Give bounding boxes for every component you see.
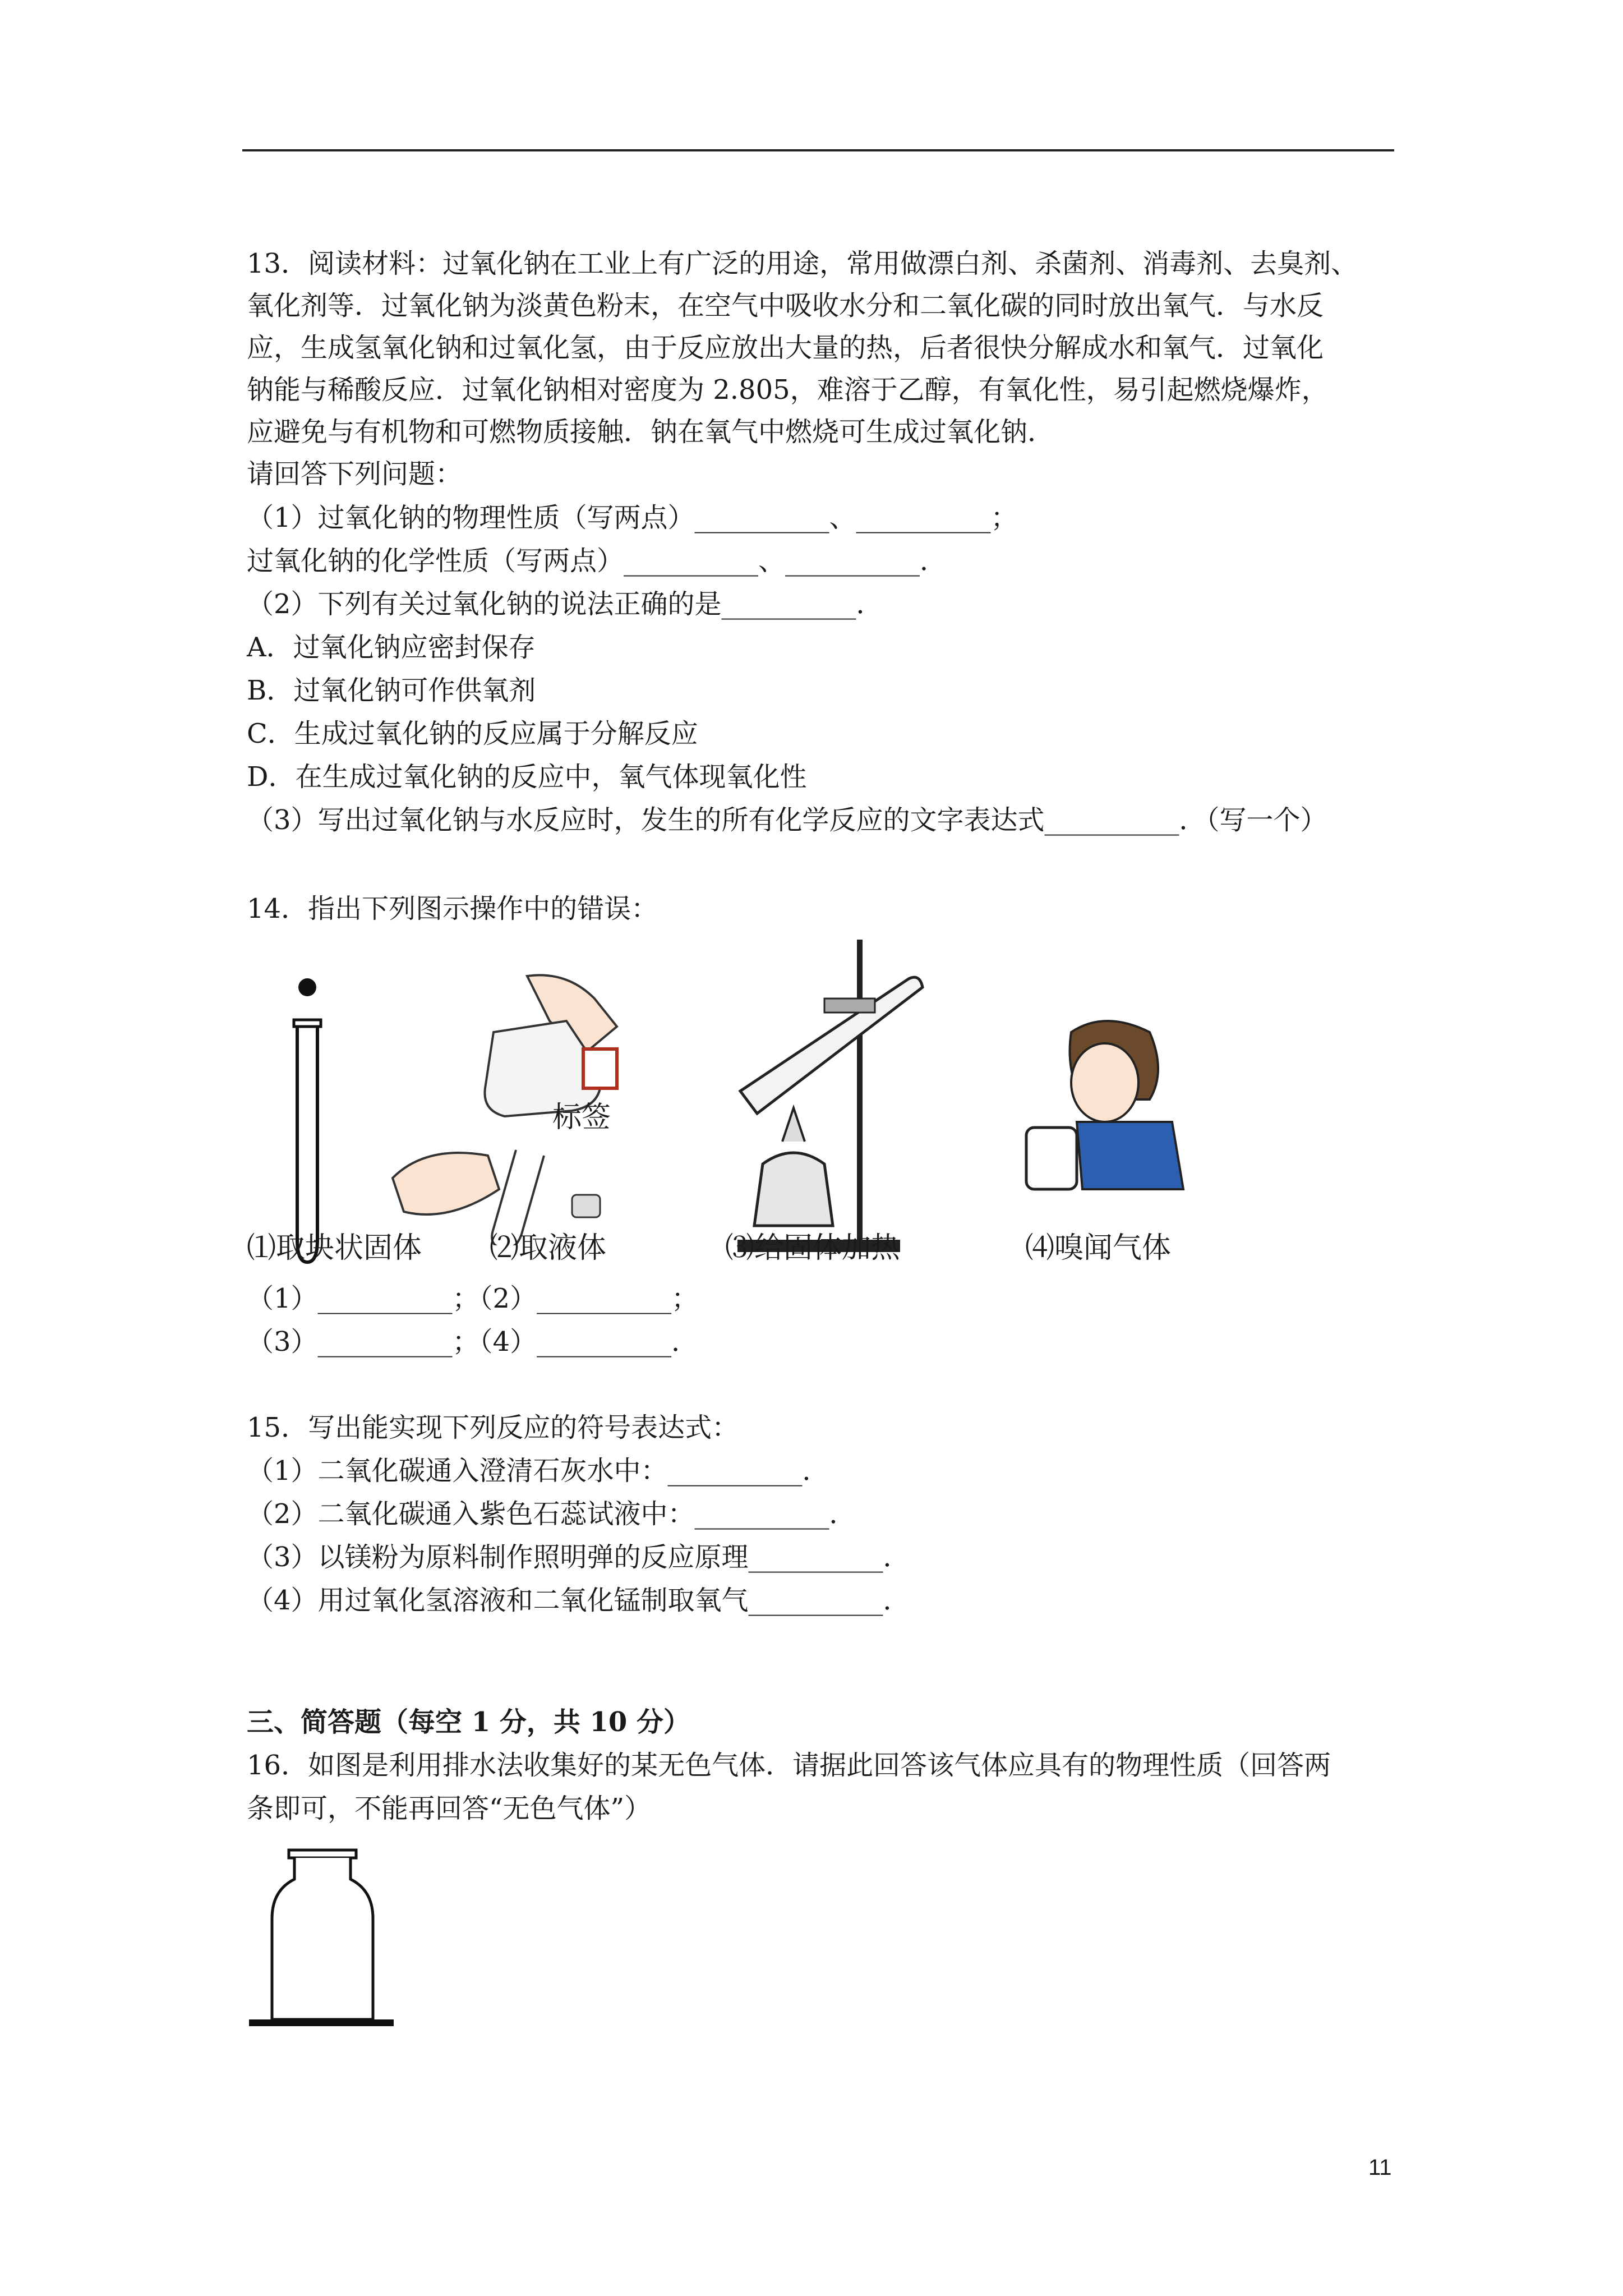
q13-option: D．在生成过氧化钠的反应中，氧气体现氧化性 [247,761,807,793]
header-rule [242,149,1394,151]
q15-item: （4）用过氧化氢溶液和二氧化锰制取氧气__________． [247,1585,910,1616]
solid-pellet-icon [298,978,316,996]
q13-option: B．过氧化钠可作供氧剂 [247,675,536,706]
caption-3: ⑶给固体加热 [725,1231,901,1265]
caption-1: ⑴取块状固体 [247,1231,422,1265]
q13-line: 氧化剂等．过氧化钠为淡黄色粉末，在空气中吸收水分和二氧化碳的同时放出氧气．与水反 [247,290,1324,321]
q13-line: 13．阅读材料：过氧化钠在工业上有广泛的用途，常用做漂白剂、杀菌剂、消毒剂、去臭剂、 [247,248,1358,279]
q13-line: 过氧化钠的化学性质（写两点）__________、__________． [247,545,947,577]
section-heading: 三、简答题（每空 1 分，共 10 分） [247,1706,691,1738]
q15-title: 15．写出能实现下列反应的符号表达式： [247,1412,739,1443]
q14-answer-line: （1）__________；（2）__________； [247,1283,699,1314]
smell-gas-figure [1021,1010,1189,1195]
face-icon [1071,1043,1138,1122]
q13-line: （1）过氧化钠的物理性质（写两点）__________、__________； [247,502,1018,533]
q15-item: （1）二氧化碳通入澄清石灰水中：__________． [247,1455,829,1487]
flame-icon [782,1108,805,1142]
q16-line: 16．如图是利用排水法收集好的某无色气体．请据此回答该气体应具有的物理性质（回答两 [247,1750,1331,1781]
gas-collecting-bottle-figure [247,1846,404,2036]
test-tube-icon [297,1027,317,1262]
caption-4: ⑷嗅闻气体 [1025,1231,1172,1265]
hand-icon [393,1153,499,1214]
heating-solid-figure [729,934,942,1259]
stand-rod-icon [857,940,863,1243]
gas-bottle-icon [1026,1128,1077,1189]
shirt-icon [1077,1122,1183,1189]
q13-option: C．生成过氧化钠的反应属于分解反应 [247,718,698,749]
q13-line: 应避免与有机物和可燃物质接触．钠在氧气中燃烧可生成过氧化钠． [247,416,1055,448]
q14-answer-line: （3）__________；（4）__________． [247,1326,699,1358]
q13-line: （2）下列有关过氧化钠的说法正确的是__________． [247,588,883,620]
q15-item: （3）以镁粉为原料制作照明弹的反应原理__________． [247,1542,910,1573]
q15-item: （2）二氧化碳通入紫色石蕊试液中：__________． [247,1498,856,1530]
label-tag-text: 标签 [552,1101,611,1134]
q16-line: 条即可，不能再回答“无色气体”） [247,1793,652,1824]
page-number: 11 [1368,2155,1392,2180]
q13-line: 钠能与稀酸反应．过氧化钠相对密度为 2.805，难溶于乙醇，有氧化性，易引起燃烧爆炸， [247,374,1329,406]
alcohol-lamp-icon [754,1153,833,1226]
glass-plate-icon [289,1850,356,1858]
bottle-label-icon [583,1049,617,1088]
gas-bottle-icon [272,1858,373,2019]
q13-line: 应，生成氢氧化钠和过氧化氢，由于反应放出大量的热，后者很快分解成水和氧气．过氧化 [247,332,1324,364]
q13-line: （3）写出过氧化钠与水反应时，发生的所有化学反应的文字表达式__________．（写一个） [247,804,1327,836]
q13-line: 请回答下列问题： [247,458,463,490]
q14-title: 14．指出下列图示操作中的错误： [247,893,658,924]
clamp-icon [824,999,875,1013]
table-surface-icon [249,2019,394,2026]
pour-liquid-figure [381,965,662,1245]
q13-option: A．过氧化钠应密封保存 [247,632,536,663]
bottle-stopper-icon [572,1195,600,1217]
caption-2: ⑵取液体 [490,1231,607,1265]
